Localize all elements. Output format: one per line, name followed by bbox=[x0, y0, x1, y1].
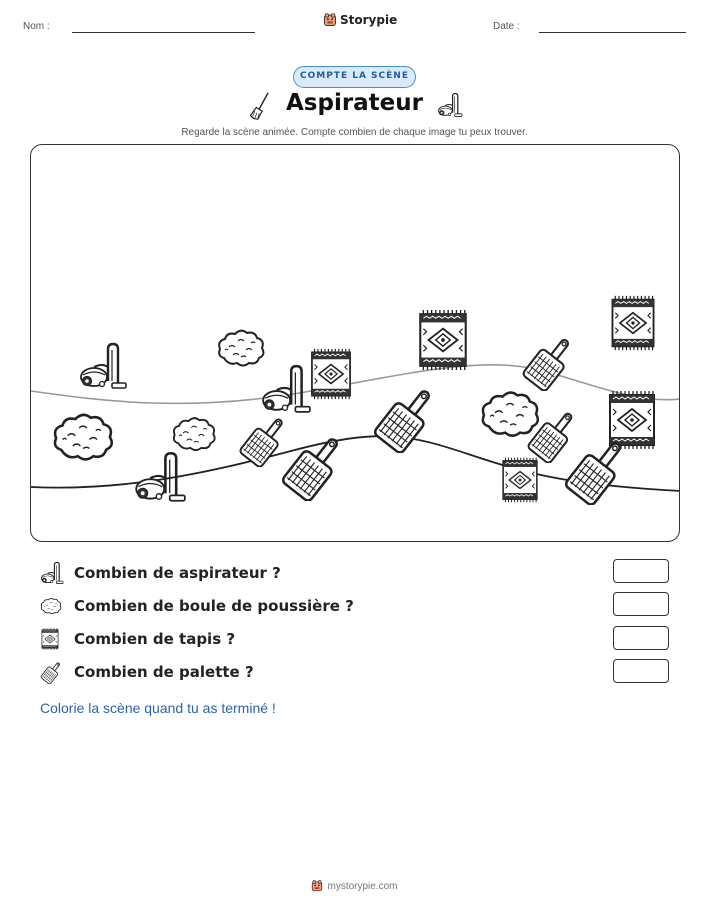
dust-ball-icon bbox=[55, 415, 112, 460]
page-title: Aspirateur bbox=[285, 90, 423, 116]
question-row-paddle bbox=[40, 660, 254, 684]
answer-box-rug[interactable] bbox=[613, 626, 669, 650]
paddle-icon bbox=[522, 332, 578, 392]
dust-ball-icon bbox=[174, 418, 215, 450]
floor-line-upper bbox=[31, 365, 680, 404]
counting-scene bbox=[30, 144, 680, 542]
question-row-vacuum bbox=[40, 561, 281, 585]
footer-site[interactable]: mystorypie.com bbox=[327, 880, 398, 892]
answer-box-dust-ball[interactable] bbox=[613, 592, 669, 616]
storypie-logo bbox=[323, 13, 397, 27]
paddle-icon bbox=[239, 412, 291, 468]
coloring-note: Colorie la scène quand tu as terminé ! bbox=[40, 700, 276, 716]
instruction-text: Regarde la scène animée. Compte combien de chaque image tu peux trouver. bbox=[181, 127, 528, 138]
question-row-dust-ball bbox=[40, 594, 354, 618]
rug-icon bbox=[612, 296, 653, 350]
question-text: Combien de tapis ? bbox=[74, 630, 236, 648]
rug-icon bbox=[503, 458, 537, 502]
date-line[interactable] bbox=[539, 32, 686, 33]
vacuum-icon bbox=[40, 561, 66, 585]
question-text: Combien de aspirateur ? bbox=[74, 564, 281, 582]
dust-ball-icon bbox=[483, 393, 538, 436]
brand-name: Storypie bbox=[340, 13, 398, 27]
answer-box-vacuum[interactable] bbox=[613, 559, 669, 583]
rug-icon bbox=[312, 349, 350, 399]
dust-ball-icon bbox=[219, 331, 263, 366]
vacuum-icon bbox=[263, 366, 310, 412]
name-line[interactable] bbox=[72, 32, 255, 33]
question-text: Combien de boule de poussière ? bbox=[74, 597, 354, 615]
question-text: Combien de palette ? bbox=[74, 663, 254, 681]
date-label: Date : bbox=[493, 21, 520, 32]
rug-icon bbox=[40, 627, 66, 651]
footer bbox=[0, 880, 709, 892]
scene-badge: COMPTE LA SCÈNE bbox=[293, 66, 416, 88]
mascot-icon bbox=[323, 13, 337, 27]
rug-icon bbox=[610, 391, 654, 449]
paddle-icon bbox=[40, 660, 66, 684]
scene-drawing bbox=[31, 145, 680, 542]
dust-ball-icon bbox=[40, 594, 66, 618]
question-row-rug bbox=[40, 627, 235, 651]
vacuum-icon bbox=[81, 344, 126, 388]
answer-box-paddle[interactable] bbox=[613, 659, 669, 683]
rug-icon bbox=[420, 310, 465, 370]
mascot-icon bbox=[311, 880, 323, 892]
vacuum-icon bbox=[437, 92, 463, 118]
name-label: Nom : bbox=[23, 21, 50, 32]
